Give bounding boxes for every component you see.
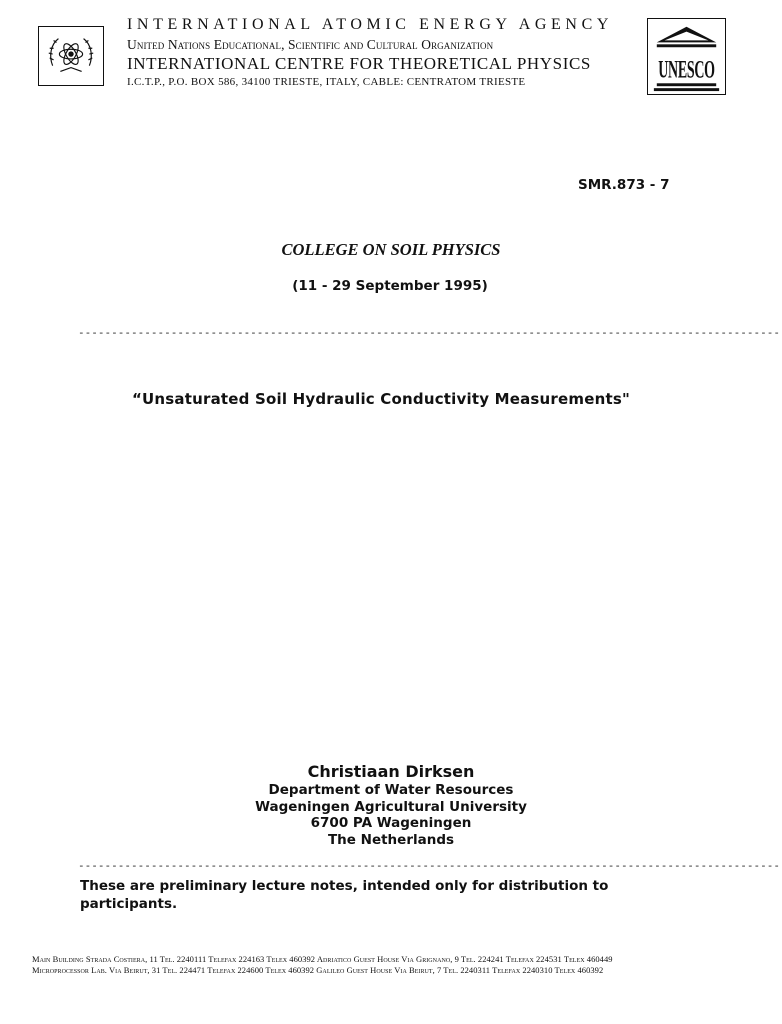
unesco-logo <box>647 18 726 95</box>
author-country: The Netherlands <box>327 831 455 848</box>
atom-emblem-icon <box>39 27 103 85</box>
college-dates: (11 - 29 September 1995) <box>292 278 488 294</box>
footer-contact-line-1: Main Building Strada Costiera, 11 Tel. 2240111 Telefax 224163 Telex 460392 Adriatico Guest House Via Grignano, 9 Tel. 224241 Telefax 224531 Telex 460449 <box>32 954 613 964</box>
unesco-heading: United Nations Educational, Scientific and Cultural Organization <box>127 37 494 52</box>
unesco-wordmark: UNESCO <box>658 55 715 84</box>
college-title: COLLEGE ON SOIL PHYSICS <box>281 240 501 259</box>
iaea-logo <box>38 26 104 86</box>
author-city: 6700 PA Wageningen <box>310 815 472 831</box>
author-name: Christiaan Dirksen <box>307 762 475 781</box>
distribution-notice: These are preliminary lecture notes, intended only for distribution to participants. <box>80 878 609 912</box>
author-department: Department of Water Resources <box>268 782 514 798</box>
ictp-address: I.C.T.P., P.O. BOX 586, 34100 TRIESTE, ITALY, CABLE: CENTRATOM TRIESTE <box>127 76 526 88</box>
document-reference-number: SMR.873 - 7 <box>578 177 670 193</box>
iaea-heading: INTERNATIONAL ATOMIC ENERGY AGENCY <box>127 16 614 33</box>
lecture-title: “Unsaturated Soil Hydraulic Conductivity Measurements" <box>131 390 630 408</box>
footer-contact-line-2: Microprocessor Lab. Via Beirut, 31 Tel. 224471 Telefax 224600 Telex 460392 Galileo Guest House Via Beirut, 7 Tel. 2240311 Telefax 2240310 Telex 460392 <box>32 965 604 975</box>
author-block <box>200 762 582 848</box>
dashed-divider-top: ---------------------------------------------------------------------------------------------------------- <box>78 326 780 339</box>
temple-emblem-icon <box>648 19 725 94</box>
author-university: Wageningen Agricultural University <box>255 798 527 815</box>
ictp-heading: INTERNATIONAL CENTRE FOR THEORETICAL PHYSICS <box>127 54 591 73</box>
dashed-divider-bottom: ---------------------------------------------------------------------------------------------------------- <box>78 859 780 872</box>
